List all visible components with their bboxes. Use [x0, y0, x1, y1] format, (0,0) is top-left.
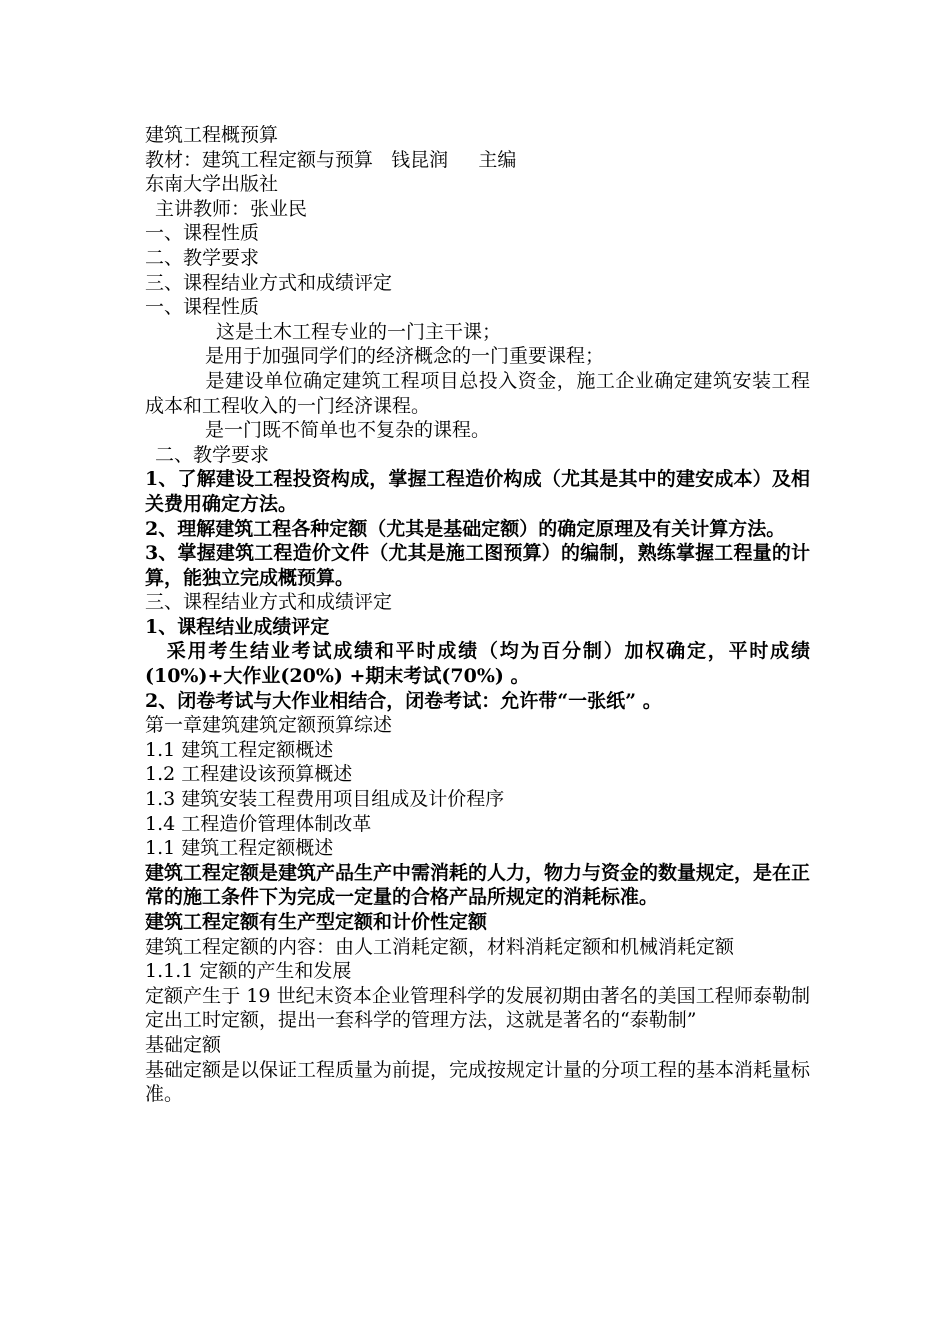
requirement-item: 3、掌握建筑工程造价文件（尤其是施工图预算）的编制，熟练掌握工程量的计算，能独立完成概预算。 — [145, 542, 810, 589]
toc-item: 三、课程结业方式和成绩评定 — [145, 271, 393, 294]
chapter-heading: 第一章建筑建筑定额预算综述 — [145, 714, 393, 737]
section-heading: 二、教学要求 — [155, 443, 270, 466]
requirement-item: 2、理解建筑工程各种定额（尤其是基础定额）的确定原理及有关计算方法。 — [145, 517, 786, 540]
section-heading: 一、课程性质 — [145, 296, 260, 319]
body-paragraph: 建筑工程定额有生产型定额和计价性定额 — [145, 911, 488, 933]
basic-quota-paragraph: 基础定额是以保证工程质量为前提，完成按规定计量的分项工程的基本消耗量标准。 — [145, 1058, 811, 1106]
chapter-toc-item: 1.3 建筑安装工程费用项目组成及计价程序 — [145, 788, 505, 811]
publisher-line: 东南大学出版社 — [145, 173, 279, 196]
grading-paragraph: 采用考生结业考试成绩和平时成绩（均为百分制）加权确定，平时成绩(10%)+大作业(20%) +期末考试(70%) 。 — [145, 640, 810, 688]
section-heading: 1.1 建筑工程定额概述 — [145, 837, 334, 860]
section-1-line: 这是土木工程专业的一门主干课； — [216, 320, 502, 343]
textbook-line: 教材：建筑工程定额与预算 钱昆润 主编 — [145, 148, 517, 171]
document-page — [145, 123, 810, 1107]
toc-item: 二、教学要求 — [145, 246, 260, 269]
section-1-line: 是一门既不简单也不复杂的课程。 — [205, 419, 491, 442]
definition-paragraph: 建筑工程定额是建筑产品生产中需消耗的人力，物力与资金的数量规定，是在正常的施工条件下为完成一定量的合格产品所规定的消耗标准。 — [145, 861, 811, 909]
lecturer-line: 主讲教师：张业民 — [155, 197, 308, 220]
section-1-line: 是用于加强同学们的经济概念的一门重要课程； — [205, 345, 605, 368]
chapter-toc-item: 1.2 工程建设该预算概述 — [145, 763, 353, 786]
toc-item: 一、课程性质 — [145, 222, 260, 245]
body-paragraph: 建筑工程定额的内容：由人工消耗定额，材料消耗定额和机械消耗定额 — [145, 935, 735, 958]
subsection-heading: 1.1.1 定额的产生和发展 — [145, 960, 352, 983]
subsection-heading: 基础定额 — [145, 1033, 222, 1056]
section-heading: 三、课程结业方式和成绩评定 — [145, 591, 393, 614]
subsection-heading: 1、课程结业成绩评定 — [145, 615, 330, 638]
chapter-toc-item: 1.4 工程造价管理体制改革 — [145, 812, 372, 835]
requirement-item: 1、了解建设工程投资构成，掌握工程造价构成（尤其是其中的建安成本）及相关费用确定方法。 — [145, 468, 810, 515]
doc-title: 建筑工程概预算 — [145, 124, 279, 146]
section-1-paragraph: 是建设单位确定建筑工程项目总投入资金，施工企业确定建筑安装工程成本和工程收入的一门经济课程。 — [145, 369, 810, 417]
history-paragraph: 定额产生于 19 世纪末资本企业管理科学的发展初期由著名的美国工程师泰勒制定出工时定额，提出一套科学的管理方法，这就是著名的“泰勒制” — [145, 984, 810, 1032]
exam-item: 2、闭卷考试与大作业相结合，闭卷考试：允许带“一张纸” 。 — [145, 689, 662, 712]
chapter-toc-item: 1.1 建筑工程定额概述 — [145, 738, 334, 761]
